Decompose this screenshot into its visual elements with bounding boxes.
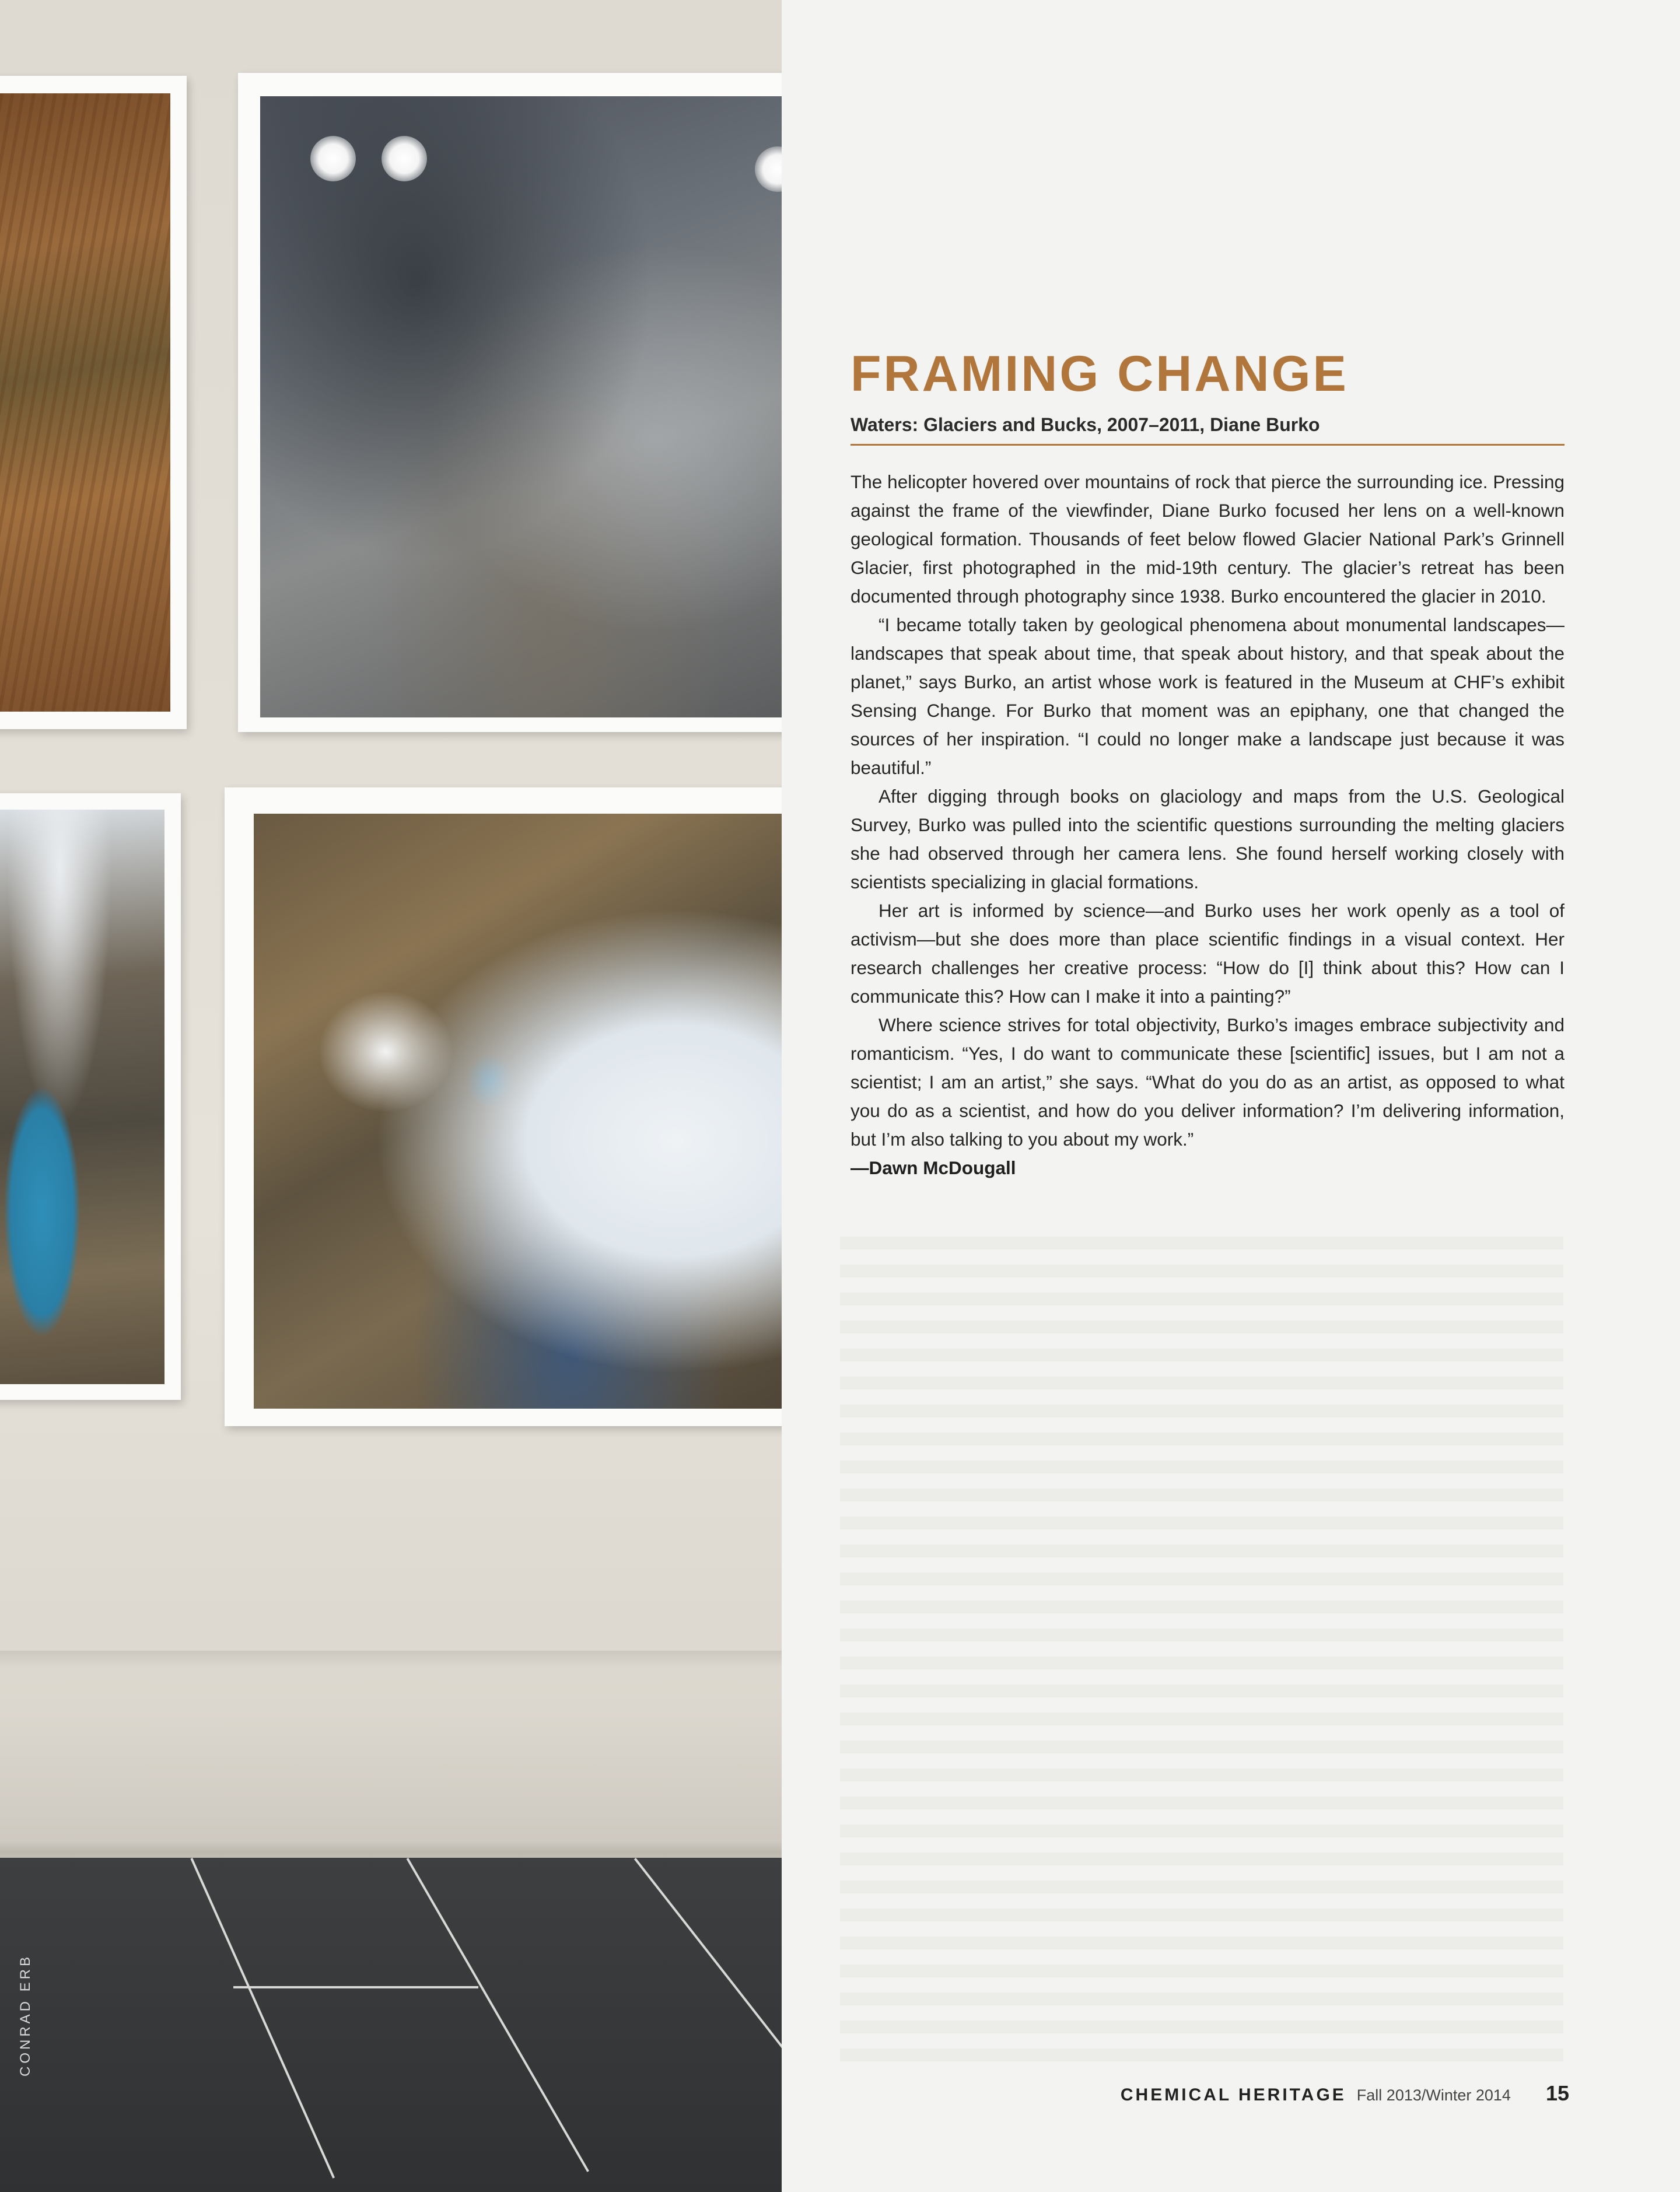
- article-paragraph: After digging through books on glaciology and maps from the U.S. Geological Survey, Burko was pulled into the scientific questions surrounding the melting glaciers she had observed through her camera lens. She found herself working closely with scientists specializing in glacial formations.: [850, 786, 1564, 892]
- framed-artwork-grassland: [0, 76, 187, 729]
- article-panel: [782, 0, 1680, 2192]
- author-signature: —Dawn McDougall: [850, 1157, 1016, 1178]
- artwork-glacier-aerial: [254, 814, 782, 1409]
- issue-date: Fall 2013/Winter 2014: [1356, 2086, 1511, 2104]
- framed-artwork-glacier-aerial: [225, 787, 782, 1426]
- gallery-floor: [0, 1858, 782, 2192]
- floor-tile-seam: [634, 1858, 782, 2071]
- artwork-grassland: [0, 93, 170, 712]
- artwork-water-reflection: [260, 96, 782, 717]
- article-title: FRAMING CHANGE: [850, 346, 1349, 402]
- article-paragraph: “I became totally taken by geological phenomena about monumental landscapes—landscapes that speak about time, that speak about history, and that speak about the planet,” says Burko, an artist whose work is featured in the Museum at CHF’s exhibit Sensing Change. For Burko that moment was an epiphany, one that changed the sources of her inspiration. “I could no longer make a landscape just because it was beautiful.”: [850, 614, 1564, 778]
- article-content: [850, 346, 1564, 1182]
- artwork-caption: Waters: Glaciers and Bucks, 2007–2011, Diane Burko: [850, 414, 1564, 446]
- wall-baseboard-shadow: [0, 1651, 782, 1668]
- page-number: 15: [1545, 2081, 1569, 2105]
- article-paragraph: The helicopter hovered over mountains of rock that pierce the surrounding ice. Pressing against the frame of the viewfinder, Diane Burko focused her lens on a well-known geological formation. Thousands of feet below flowed Glacier National Park’s Grinnell Glacier, first photographed in the mid-19th century. The glacier’s retreat has been documented through photography since 1938. Burko encountered the glacier in 2010.: [850, 471, 1564, 607]
- show-through-text: [840, 1237, 1563, 2065]
- ceiling-light-reflection: [755, 146, 782, 192]
- article-paragraph: Where science strives for total objectivity, Burko’s images embrace subjectivity and romanticism. “Yes, I do want to communicate these [scientific] issues, but I am not a scientist; I am an artist,” she says. “What do you do as an artist, as opposed to what you do as a scientist, and how do you deliver information? I’m delivering information, but I’m also talking to you about my work.”: [850, 1014, 1564, 1150]
- gallery-photograph: [0, 0, 782, 2192]
- framed-artwork-water-reflection: [238, 73, 782, 732]
- photo-credit: CONRAD ERB: [18, 1953, 33, 2077]
- page-footer: [1114, 2081, 1569, 2114]
- ceiling-light-reflection: [382, 136, 427, 181]
- framed-artwork-glacier-lake: [0, 793, 181, 1400]
- floor-tile-seam: [407, 1858, 589, 2172]
- article-paragraph: Her art is informed by science—and Burko uses her work openly as a tool of activism—but she does more than place scientific findings in a visual context. Her research challenges her creative process: “How do [I] think about this? How can I communicate this? How can I make it into a painting?”: [850, 900, 1564, 1007]
- floor-tile-seam: [190, 1858, 335, 2179]
- floor-tile-seam: [233, 1986, 478, 1988]
- ceiling-light-reflection: [310, 136, 356, 181]
- article-body: [850, 468, 1564, 1182]
- publication-name: CHEMICAL HERITAGE: [1120, 2085, 1346, 2105]
- artwork-glacier-lake: [0, 810, 164, 1384]
